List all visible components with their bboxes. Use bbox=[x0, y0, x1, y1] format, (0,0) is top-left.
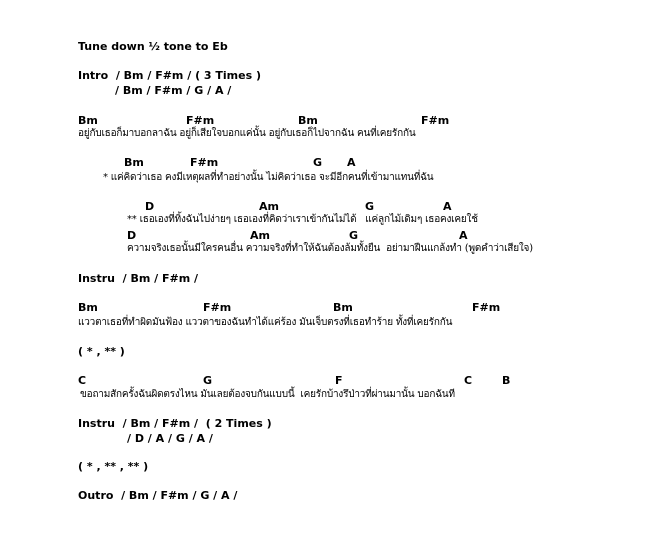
lyric-line: * แค่คิดว่าเธอ คงมีเหตุผลที่ทำอย่างนั้น ไม่คิดว่าเธอ จะมีอีกคนที่เข้ามาแทนที่ฉัน bbox=[103, 172, 434, 183]
chord: Bm bbox=[298, 114, 318, 127]
lyric-line: ความจริงเธอนั้นมีใครคนอื่น ความจริงที่ทำให้ฉันต้องล้มทั้งยืน อย่ามาฝืนแกล้งทำ (พูดคำว่าเสียใจ) bbox=[127, 243, 533, 254]
lyric-line: ขอถามสักครั้งฉันผิดตรงไหน มันเลยต้องจบกันแบบนี้ เคยรักบ้างรึป่าวที่ผ่านมานั้น บอกฉันที bbox=[80, 389, 455, 400]
chord: G bbox=[349, 229, 359, 242]
repeat-marker: ( * , ** , ** ) bbox=[78, 460, 149, 473]
chord: Am bbox=[250, 229, 270, 242]
chord: B bbox=[502, 374, 511, 387]
intro-line: Intro / Bm / F#m / ( 3 Times ) bbox=[78, 69, 262, 82]
lyric-line: ** เธอเองที่ทิ้งฉันไปง่ายๆ เธอเองที่คิดว่าเราเข้ากันไม่ได้ แค่ลูกไม้เดิมๆ เธอคงเคยใช้ bbox=[127, 214, 478, 225]
instrumental-line-2: / D / A / G / A / bbox=[127, 432, 213, 445]
chord: G bbox=[313, 156, 323, 169]
chord: F#m bbox=[186, 114, 215, 127]
chord: F#m bbox=[190, 156, 219, 169]
chord: G bbox=[203, 374, 213, 387]
chord: G bbox=[365, 200, 375, 213]
chord: C bbox=[78, 374, 87, 387]
outro-line: Outro / Bm / F#m / G / A / bbox=[78, 489, 238, 502]
chord: Am bbox=[259, 200, 279, 213]
chord: F#m bbox=[421, 114, 450, 127]
lyric-line: แววตาเธอที่ทำผิดมันฟ้อง แววตาของฉันทำได้แค่ร้อง มันเจ็บตรงที่เธอทำร้าย ทั้งที่เคยรักกัน bbox=[78, 317, 453, 328]
chord: F#m bbox=[203, 301, 232, 314]
chord: F bbox=[335, 374, 343, 387]
chord: D bbox=[127, 229, 137, 242]
lyric-line: อยู่กับเธอก็มาบอกลาฉัน อยู่ก็เสียใจบอกแค่นั้น อยู่กับเธอก็ไปจากฉัน คนที่เคยรักกัน bbox=[78, 128, 416, 139]
repeat-marker: ( * , ** ) bbox=[78, 345, 125, 358]
chord: Bm bbox=[78, 114, 98, 127]
intro-line-2: / Bm / F#m / G / A / bbox=[115, 84, 232, 97]
chord: C bbox=[464, 374, 473, 387]
chord: A bbox=[347, 156, 356, 169]
chord: Bm bbox=[333, 301, 353, 314]
chord: D bbox=[145, 200, 155, 213]
instrumental-line: Instru / Bm / F#m / ( 2 Times ) bbox=[78, 417, 272, 430]
chord: A bbox=[443, 200, 452, 213]
chord: F#m bbox=[472, 301, 501, 314]
tuning-note: Tune down ½ tone to Eb bbox=[78, 40, 228, 53]
instrumental-line: Instru / Bm / F#m / bbox=[78, 272, 199, 285]
chord: Bm bbox=[124, 156, 144, 169]
chord: A bbox=[459, 229, 468, 242]
chord: Bm bbox=[78, 301, 98, 314]
